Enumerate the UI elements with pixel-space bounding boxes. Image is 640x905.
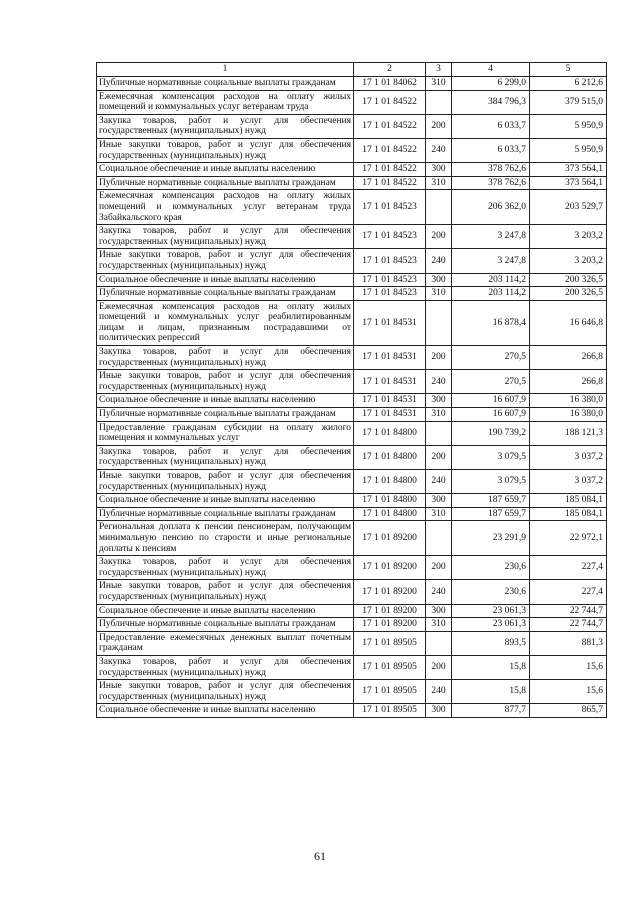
row-value-col4: 203 114,2 — [452, 273, 530, 287]
row-expense-type: 300 — [426, 163, 452, 177]
row-value-col5: 3 037,2 — [530, 470, 607, 494]
table-row — [97, 580, 607, 604]
table-row — [97, 190, 607, 225]
table-row — [97, 176, 607, 190]
table-row — [97, 225, 607, 249]
table-row — [97, 631, 607, 655]
table-row — [97, 90, 607, 114]
row-expense-type: 200 — [426, 445, 452, 469]
row-value-col5: 22 744,7 — [530, 604, 607, 618]
row-expense-type: 310 — [426, 77, 452, 91]
row-value-col4: 187 659,7 — [452, 494, 530, 508]
row-value-col4: 15,8 — [452, 655, 530, 679]
row-expense-type: 240 — [426, 470, 452, 494]
table-row — [97, 604, 607, 618]
table-row — [97, 114, 607, 138]
row-expense-type: 300 — [426, 494, 452, 508]
row-value-col4: 384 796,3 — [452, 90, 530, 114]
row-value-col4: 6 299,0 — [452, 77, 530, 91]
header-cell-1: 1 — [97, 63, 354, 77]
table-header-row — [97, 63, 607, 77]
row-expense-type — [426, 631, 452, 655]
table-row — [97, 507, 607, 521]
header-cell-5: 5 — [530, 63, 607, 77]
row-value-col4: 16 607,9 — [452, 394, 530, 408]
row-value-col4: 270,5 — [452, 346, 530, 370]
row-description: Публичные нормативные социальные выплаты гражданам — [97, 507, 354, 521]
row-expense-type — [426, 190, 452, 225]
row-code: 17 1 01 84800 — [354, 421, 426, 445]
row-value-col5: 185 084,1 — [530, 507, 607, 521]
header-cell-4: 4 — [452, 63, 530, 77]
row-code: 17 1 01 89200 — [354, 556, 426, 580]
row-code: 17 1 01 84523 — [354, 190, 426, 225]
row-value-col4: 3 079,5 — [452, 470, 530, 494]
row-value-col5: 379 515,0 — [530, 90, 607, 114]
row-value-col4: 15,8 — [452, 680, 530, 704]
row-code: 17 1 01 84800 — [354, 445, 426, 469]
row-code: 17 1 01 84531 — [354, 408, 426, 422]
row-code: 17 1 01 89505 — [354, 680, 426, 704]
table-row — [97, 300, 607, 345]
header-cell-2: 2 — [354, 63, 426, 77]
table-row — [97, 287, 607, 301]
row-description: Закупка товаров, работ и услуг для обеспечения государственных (муниципальных) нужд — [97, 556, 354, 580]
row-description: Предоставление ежемесячных денежных выплат почетным гражданам — [97, 631, 354, 655]
row-expense-type — [426, 300, 452, 345]
row-description: Закупка товаров, работ и услуг для обеспечения государственных (муниципальных) нужд — [97, 346, 354, 370]
row-code: 17 1 01 89200 — [354, 604, 426, 618]
row-code: 17 1 01 84522 — [354, 138, 426, 162]
row-value-col5: 16 380,0 — [530, 408, 607, 422]
row-expense-type: 200 — [426, 114, 452, 138]
row-description: Социальное обеспечение и иные выплаты населению — [97, 704, 354, 718]
row-description: Публичные нормативные социальные выплаты гражданам — [97, 176, 354, 190]
row-expense-type: 300 — [426, 604, 452, 618]
row-value-col5: 227,4 — [530, 580, 607, 604]
row-code: 17 1 01 84523 — [354, 249, 426, 273]
row-value-col5: 5 950,9 — [530, 138, 607, 162]
row-value-col5: 3 203,2 — [530, 249, 607, 273]
table-row — [97, 138, 607, 162]
row-expense-type — [426, 521, 452, 556]
table-row — [97, 494, 607, 508]
row-description: Ежемесячная компенсация расходов на оплату жилых помещений и коммунальных услуг ветеранам труда Забайкальского края — [97, 190, 354, 225]
table-row — [97, 346, 607, 370]
table-row — [97, 77, 607, 91]
row-description: Публичные нормативные социальные выплаты гражданам — [97, 77, 354, 91]
row-code: 17 1 01 84531 — [354, 300, 426, 345]
row-value-col5: 881,3 — [530, 631, 607, 655]
row-value-col5: 200 326,5 — [530, 273, 607, 287]
row-value-col5: 865,7 — [530, 704, 607, 718]
row-value-col5: 200 326,5 — [530, 287, 607, 301]
row-description: Социальное обеспечение и иные выплаты населению — [97, 163, 354, 177]
row-value-col4: 3 247,8 — [452, 249, 530, 273]
row-expense-type: 200 — [426, 655, 452, 679]
row-expense-type: 310 — [426, 507, 452, 521]
row-value-col4: 893,5 — [452, 631, 530, 655]
row-code: 17 1 01 89505 — [354, 655, 426, 679]
row-value-col4: 3 247,8 — [452, 225, 530, 249]
row-expense-type: 300 — [426, 704, 452, 718]
table-row — [97, 521, 607, 556]
row-value-col4: 3 079,5 — [452, 445, 530, 469]
row-code: 17 1 01 89200 — [354, 521, 426, 556]
row-description: Региональная доплата к пенсии пенсионерам, получающим минимальную пенсию по старости и иные региональные доплаты к пенсиям — [97, 521, 354, 556]
row-value-col5: 15,6 — [530, 655, 607, 679]
table-row — [97, 680, 607, 704]
row-description: Закупка товаров, работ и услуг для обеспечения государственных (муниципальных) нужд — [97, 655, 354, 679]
row-expense-type — [426, 90, 452, 114]
row-expense-type: 310 — [426, 618, 452, 632]
table-row — [97, 421, 607, 445]
row-code: 17 1 01 84522 — [354, 176, 426, 190]
row-expense-type: 240 — [426, 138, 452, 162]
row-value-col5: 3 203,2 — [530, 225, 607, 249]
row-value-col5: 22 972,1 — [530, 521, 607, 556]
row-value-col5: 373 564,1 — [530, 163, 607, 177]
table-body — [97, 77, 607, 718]
row-expense-type — [426, 421, 452, 445]
row-description: Иные закупки товаров, работ и услуг для обеспечения государственных (муниципальных) нужд — [97, 138, 354, 162]
row-code: 17 1 01 84523 — [354, 273, 426, 287]
row-value-col4: 23 061,3 — [452, 604, 530, 618]
row-value-col4: 187 659,7 — [452, 507, 530, 521]
row-value-col4: 206 362,0 — [452, 190, 530, 225]
row-expense-type: 240 — [426, 249, 452, 273]
row-value-col4: 203 114,2 — [452, 287, 530, 301]
row-description: Закупка товаров, работ и услуг для обеспечения государственных (муниципальных) нужд — [97, 225, 354, 249]
row-value-col5: 188 121,3 — [530, 421, 607, 445]
row-value-col5: 227,4 — [530, 556, 607, 580]
row-expense-type: 200 — [426, 556, 452, 580]
row-value-col5: 3 037,2 — [530, 445, 607, 469]
row-expense-type: 310 — [426, 176, 452, 190]
row-description: Ежемесячная компенсация расходов на оплату жилых помещений и коммунальных услуг реабилитированным лицам и лицам, признанным пострадавшими от политических репрессий — [97, 300, 354, 345]
row-code: 17 1 01 84800 — [354, 507, 426, 521]
row-expense-type: 240 — [426, 370, 452, 394]
row-expense-type: 240 — [426, 680, 452, 704]
budget-table — [96, 62, 607, 718]
row-description: Иные закупки товаров, работ и услуг для обеспечения государственных (муниципальных) нужд — [97, 470, 354, 494]
row-expense-type: 300 — [426, 273, 452, 287]
row-code: 17 1 01 84062 — [354, 77, 426, 91]
table-row — [97, 618, 607, 632]
row-description: Предоставление гражданам субсидии на оплату жилого помещения и коммунальных услуг — [97, 421, 354, 445]
row-description: Социальное обеспечение и иные выплаты населению — [97, 604, 354, 618]
row-expense-type: 240 — [426, 580, 452, 604]
row-value-col5: 16 646,8 — [530, 300, 607, 345]
table-row — [97, 470, 607, 494]
row-value-col4: 378 762,6 — [452, 176, 530, 190]
row-description: Иные закупки товаров, работ и услуг для обеспечения государственных (муниципальных) нужд — [97, 249, 354, 273]
row-code: 17 1 01 84523 — [354, 225, 426, 249]
table-row — [97, 163, 607, 177]
row-code: 17 1 01 84531 — [354, 394, 426, 408]
header-cell-3: 3 — [426, 63, 452, 77]
row-value-col5: 5 950,9 — [530, 114, 607, 138]
table-row — [97, 370, 607, 394]
row-value-col4: 16 607,9 — [452, 408, 530, 422]
row-description: Закупка товаров, работ и услуг для обеспечения государственных (муниципальных) нужд — [97, 445, 354, 469]
table-row — [97, 408, 607, 422]
row-code: 17 1 01 84522 — [354, 114, 426, 138]
row-code: 17 1 01 84800 — [354, 494, 426, 508]
table-row — [97, 704, 607, 718]
row-code: 17 1 01 89200 — [354, 580, 426, 604]
row-description: Публичные нормативные социальные выплаты гражданам — [97, 287, 354, 301]
table-row — [97, 556, 607, 580]
row-description: Закупка товаров, работ и услуг для обеспечения государственных (муниципальных) нужд — [97, 114, 354, 138]
row-expense-type: 200 — [426, 346, 452, 370]
page-number: 61 — [314, 849, 326, 863]
table-row — [97, 273, 607, 287]
row-description: Иные закупки товаров, работ и услуг для обеспечения государственных (муниципальных) нужд — [97, 370, 354, 394]
row-expense-type: 200 — [426, 225, 452, 249]
row-description: Публичные нормативные социальные выплаты гражданам — [97, 618, 354, 632]
row-description: Иные закупки товаров, работ и услуг для обеспечения государственных (муниципальных) нужд — [97, 580, 354, 604]
row-value-col5: 6 212,6 — [530, 77, 607, 91]
row-value-col5: 16 380,0 — [530, 394, 607, 408]
row-code: 17 1 01 84522 — [354, 163, 426, 177]
row-value-col5: 15,6 — [530, 680, 607, 704]
row-value-col4: 23 061,3 — [452, 618, 530, 632]
row-value-col5: 373 564,1 — [530, 176, 607, 190]
row-value-col4: 877,7 — [452, 704, 530, 718]
row-code: 17 1 01 89505 — [354, 704, 426, 718]
budget-table-sheet — [96, 62, 606, 718]
row-description: Иные закупки товаров, работ и услуг для обеспечения государственных (муниципальных) нужд — [97, 680, 354, 704]
row-value-col5: 185 084,1 — [530, 494, 607, 508]
row-value-col4: 230,6 — [452, 556, 530, 580]
table-row — [97, 445, 607, 469]
row-value-col5: 22 744,7 — [530, 618, 607, 632]
row-expense-type: 310 — [426, 287, 452, 301]
row-code: 17 1 01 84531 — [354, 370, 426, 394]
row-description: Социальное обеспечение и иные выплаты населению — [97, 273, 354, 287]
row-value-col5: 203 529,7 — [530, 190, 607, 225]
row-value-col5: 266,8 — [530, 370, 607, 394]
row-code: 17 1 01 84522 — [354, 90, 426, 114]
row-value-col4: 190 739,2 — [452, 421, 530, 445]
row-value-col4: 16 878,4 — [452, 300, 530, 345]
row-code: 17 1 01 84800 — [354, 470, 426, 494]
row-description: Ежемесячная компенсация расходов на оплату жилых помещений и коммунальных услуг ветеранам труда — [97, 90, 354, 114]
table-row — [97, 249, 607, 273]
row-description: Публичные нормативные социальные выплаты гражданам — [97, 408, 354, 422]
row-description: Социальное обеспечение и иные выплаты населению — [97, 394, 354, 408]
row-code: 17 1 01 89505 — [354, 631, 426, 655]
row-value-col4: 230,6 — [452, 580, 530, 604]
row-value-col4: 6 033,7 — [452, 114, 530, 138]
table-row — [97, 394, 607, 408]
row-code: 17 1 01 84523 — [354, 287, 426, 301]
row-code: 17 1 01 89200 — [354, 618, 426, 632]
row-value-col4: 6 033,7 — [452, 138, 530, 162]
row-code: 17 1 01 84531 — [354, 346, 426, 370]
row-value-col5: 266,8 — [530, 346, 607, 370]
row-value-col4: 23 291,9 — [452, 521, 530, 556]
row-expense-type: 300 — [426, 394, 452, 408]
table-row — [97, 655, 607, 679]
row-description: Социальное обеспечение и иные выплаты населению — [97, 494, 354, 508]
row-expense-type: 310 — [426, 408, 452, 422]
row-value-col4: 378 762,6 — [452, 163, 530, 177]
row-value-col4: 270,5 — [452, 370, 530, 394]
